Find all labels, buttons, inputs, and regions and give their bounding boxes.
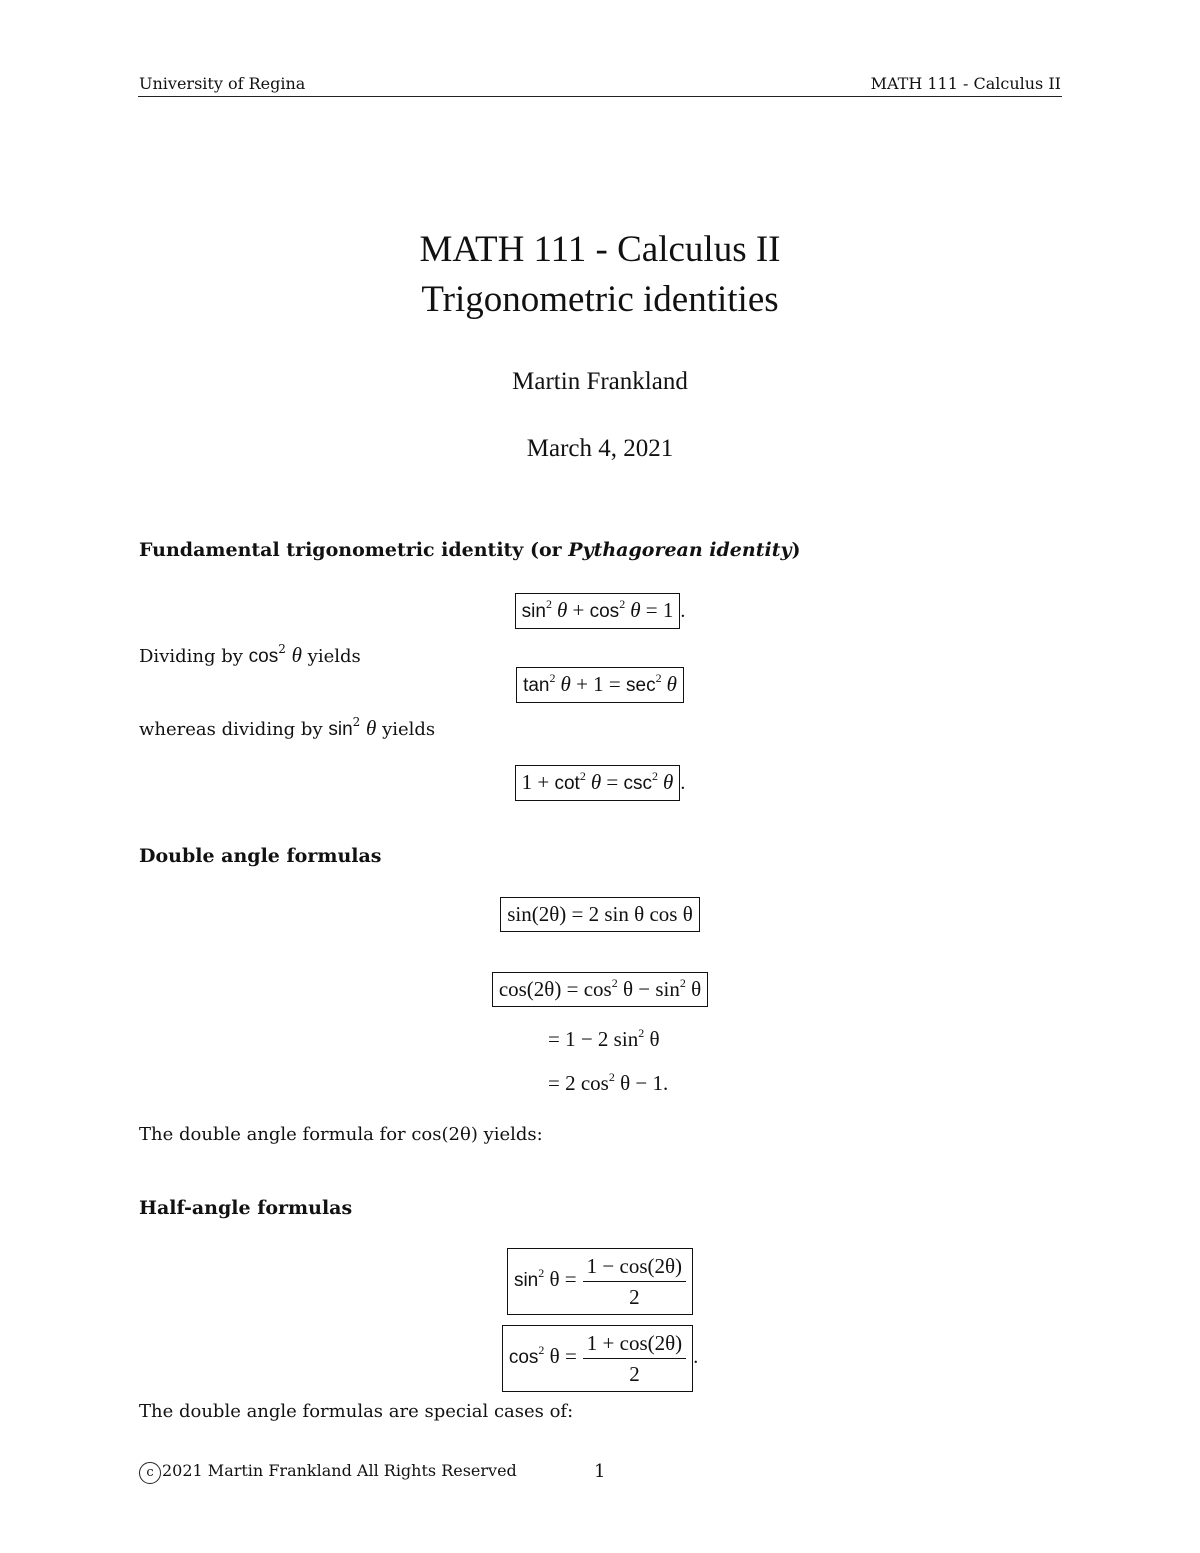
equation-cot-csc: $1 + \cot^2 \theta = \csc^2 \theta$ . bbox=[0, 765, 1200, 801]
text-dividing-cos: Dividing by $\cos^2 \theta$ yields bbox=[139, 642, 361, 667]
equation-tan-sec bbox=[0, 667, 1200, 703]
equation-cos-double-alt2: = 2 $\cos^2 \theta - 1$. bbox=[548, 1070, 669, 1095]
section-heading-fundamental: Fundamental trigonometric identity (or Pythagorean identity) bbox=[139, 539, 801, 561]
section-heading-half-angle: Half-angle formulas bbox=[139, 1197, 353, 1219]
equation-cos-double-alt1: = 1 − 2 $\sin^2 \theta$ bbox=[548, 1026, 660, 1051]
document-title-line2: Trigonometric identities bbox=[421, 279, 779, 320]
header-rule bbox=[138, 96, 1062, 97]
copyright-icon: c bbox=[139, 1462, 161, 1484]
author: Martin Frankland bbox=[512, 368, 688, 395]
boxed-equation: $\sin^2 \theta$ = $\frac{1 - \cos(2\theta)}{2}$ bbox=[507, 1248, 693, 1315]
equation-cos-half: $\cos^2 \theta$ = $\frac{1 + \cos(2\theta)}{2}$ . bbox=[0, 1325, 1200, 1392]
boxed-equation: $\sin^2 \theta + \cos^2 \theta = 1$ bbox=[515, 593, 681, 629]
boxed-equation: sin(2θ) = 2 sin θ cos θ bbox=[500, 897, 700, 932]
text-special-cases: The double angle formulas are special cases of: bbox=[139, 1401, 574, 1422]
section-heading-double-angle: Double angle formulas bbox=[139, 845, 382, 867]
page-number: 1 bbox=[594, 1461, 606, 1482]
running-header-right: MATH 111 - Calculus II bbox=[870, 74, 1061, 93]
boxed-equation: $1 + \cot^2 \theta = \csc^2 \theta$ bbox=[515, 765, 681, 801]
boxed-equation: $\tan^2 \theta + 1 = \sec^2 \theta$ bbox=[516, 667, 684, 703]
document-title-line1: MATH 111 - Calculus II bbox=[419, 229, 781, 270]
text-double-angle-yields: The double angle formula for cos(2θ) yields: bbox=[139, 1124, 543, 1145]
running-header-left: University of Regina bbox=[139, 74, 306, 93]
footer-copyright: c 2021 Martin Frankland All Rights Reserved bbox=[139, 1461, 517, 1484]
equation-sin-half bbox=[0, 1248, 1200, 1315]
boxed-equation: $\cos^2 \theta$ = $\frac{1 + \cos(2\theta)}{2}$ bbox=[502, 1325, 693, 1392]
boxed-equation: $\cos(2\theta) = \cos^2 \theta - \sin^2 \theta$ bbox=[492, 972, 708, 1007]
equation-sin-double bbox=[0, 897, 1200, 932]
equation-cos-double bbox=[0, 972, 1200, 1007]
date: March 4, 2021 bbox=[526, 435, 674, 462]
text-dividing-sin: whereas dividing by $\sin^2 \theta$ yields bbox=[139, 715, 436, 740]
equation-pythagorean: $\sin^2 \theta + \cos^2 \theta = 1$ . bbox=[0, 593, 1200, 629]
